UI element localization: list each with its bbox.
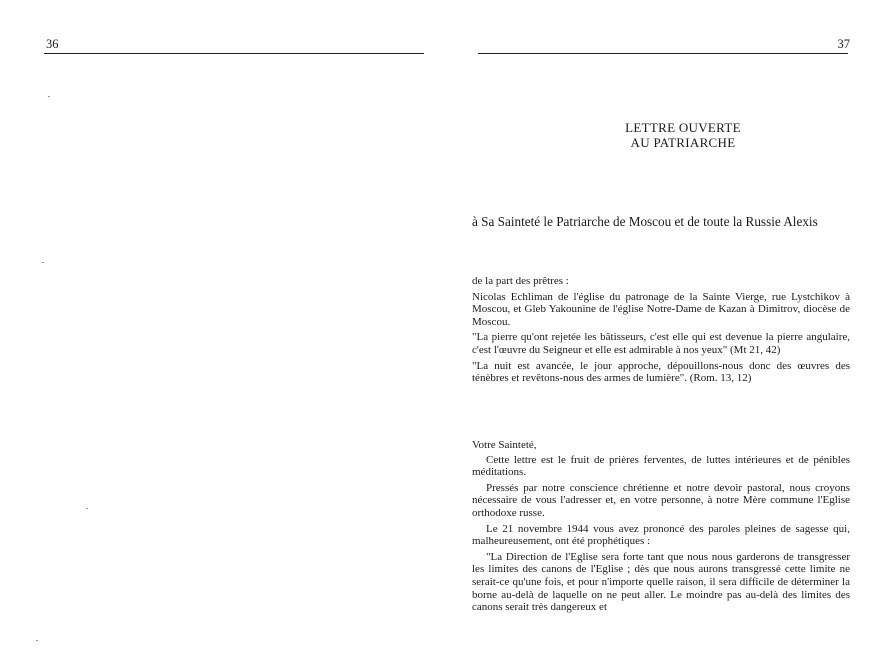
senders-block — [472, 275, 850, 388]
left-header-rule — [44, 53, 424, 54]
letter-body — [472, 439, 850, 617]
scan-speck — [36, 640, 38, 641]
epigraph: "La pierre qu'ont rejetée les bâtisseurs, c'est elle qui est devenue la pierre angulaire, c'est l'œuvre du Seigneur et elle est admirable à nos yeux" (Mt 21, 42) — [472, 331, 850, 356]
scan-speck — [42, 262, 44, 263]
left-page-number: 36 — [46, 37, 59, 51]
body-paragraph: Le 21 novembre 1944 vous avez prononcé des paroles pleines de sagesse qui, malheureusement, ont été prophétiques : — [472, 522, 850, 548]
quoted-paragraph: "La Direction de l'Eglise sera forte tant que nous nous garderons de transgresser les limites des canons de l'Eglise ; dès que nous aurons transgressé cette limite ne serait-ce qu'une fois, et pour n'importe quelle raison, il sera difficile de déterminer la borne au-delà de laquelle on ne peut aller. Le moindre pas au-delà des limites des canons serait très dangereux et — [472, 550, 850, 614]
chapter-title-line: AU PATRIARCHE — [630, 135, 736, 150]
scan-speck — [86, 508, 88, 509]
salutation: Votre Sainteté, — [472, 439, 537, 451]
right-page — [438, 0, 876, 665]
chapter-title — [588, 120, 778, 150]
scan-speck — [48, 96, 50, 97]
chapter-title-line: LETTRE OUVERTE — [625, 120, 741, 135]
letter-address: à Sa Sainteté le Patriarche de Moscou et de toute la Russie Alexis — [472, 214, 818, 229]
right-header-rule — [478, 53, 848, 54]
body-paragraph: Cette lettre est le fruit de prières ferventes, de luttes intérieures et de pénibles méditations. — [472, 453, 850, 479]
right-page-number: 37 — [837, 37, 850, 51]
epigraph: "La nuit est avancée, le jour approche, dépouillons-nous donc des œuvres des ténèbres et revêtons-nous des armes de lumière". (Rom. 13, 12) — [472, 359, 850, 385]
from-label: de la part des prêtres : — [472, 275, 569, 287]
senders-text: Nicolas Echliman de l'église du patronage de la Sainte Vierge, rue Lystchikov à Moscou, et Gleb Yakounine de l'église Notre-Dame de Kazan à Dimitrov, diocèse de Moscou. — [472, 290, 850, 328]
body-paragraph: Pressés par notre conscience chrétienne et notre devoir pastoral, nous croyons nécessaire de vous l'adresser et, en votre personne, à notre Mère commune l'Eglise orthodoxe russe. — [472, 481, 850, 519]
